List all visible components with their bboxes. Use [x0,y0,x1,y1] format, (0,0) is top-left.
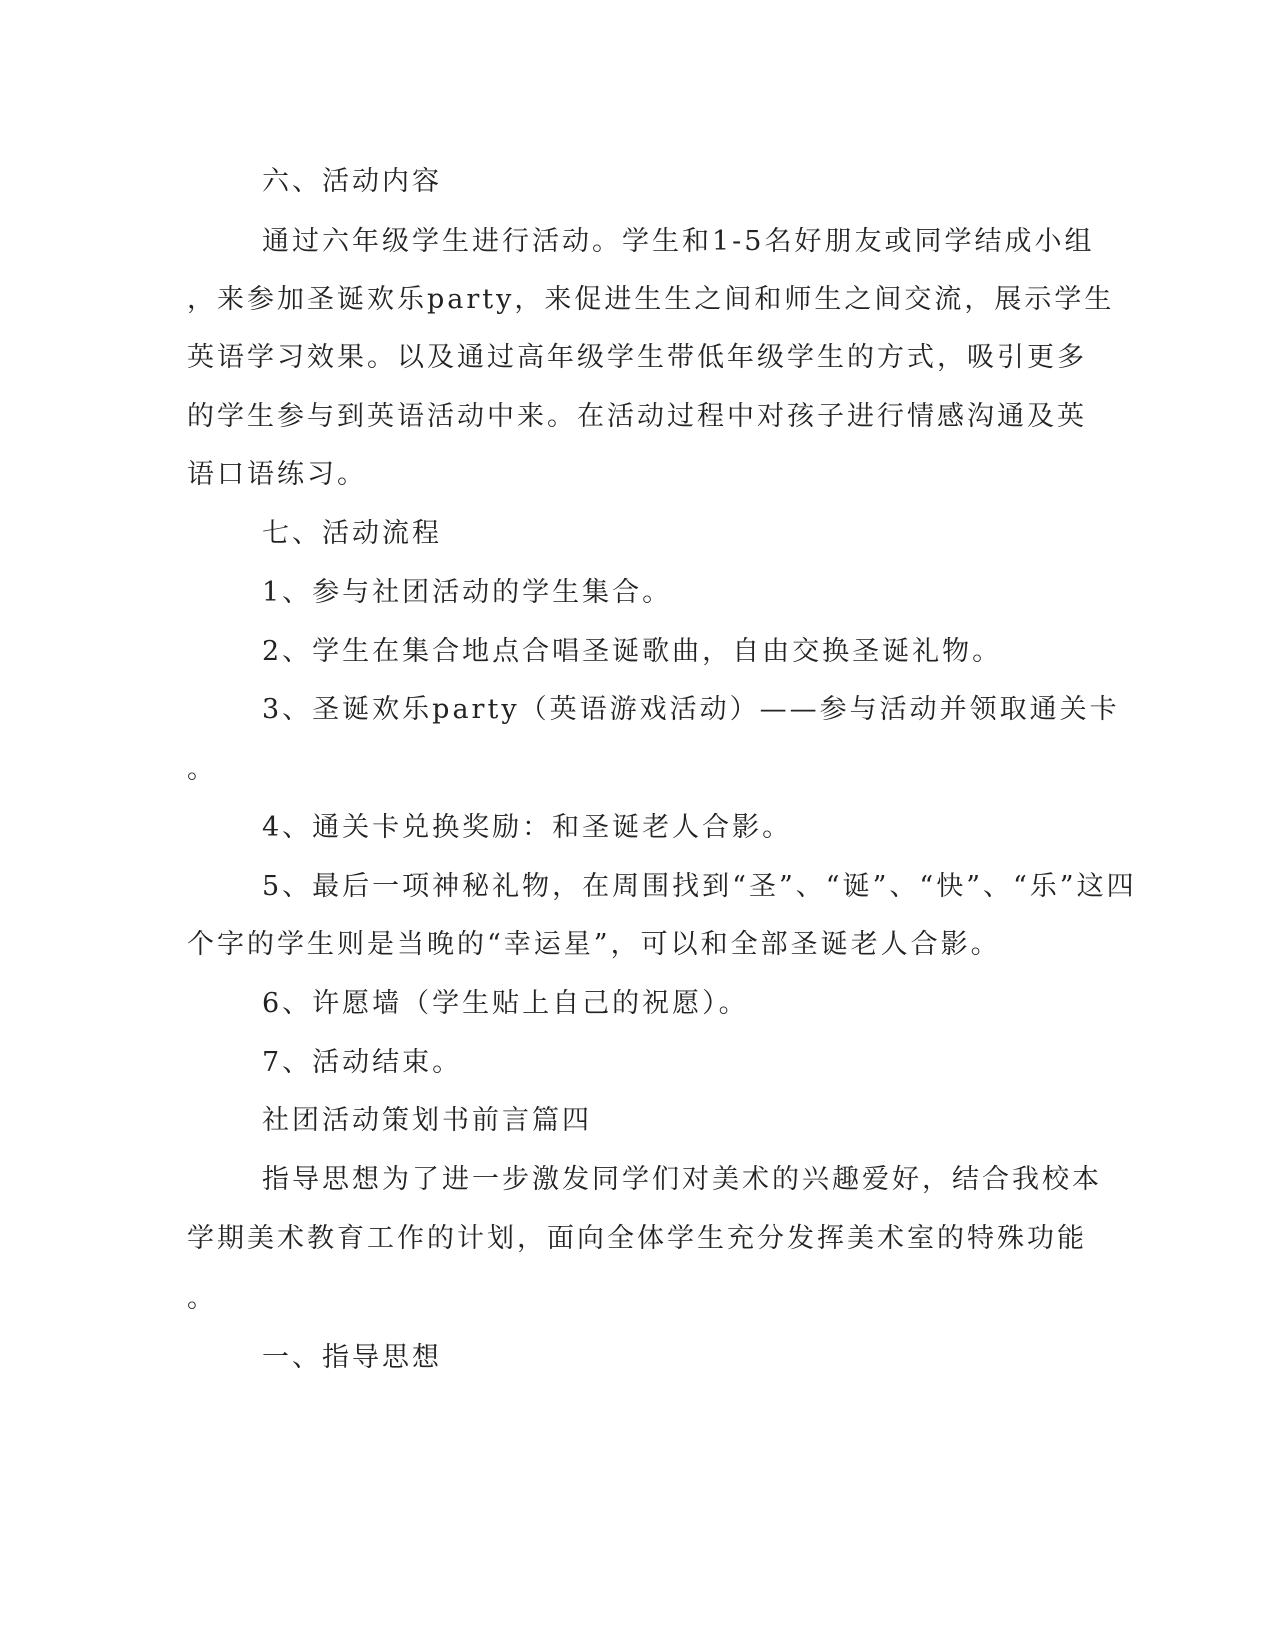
paragraph-line: 。 [187,1283,217,1314]
list-item-continuation: 个字的学生则是当晚的“幸运星”，可以和全部圣诞老人合影。 [187,929,1001,960]
paragraph-line: 语口语练习。 [187,459,367,490]
list-item: 6、许愿墙（学生贴上自己的祝愿）。 [262,988,749,1019]
paragraph-line: 指导思想为了进一步激发同学们对美术的兴趣爱好，结合我校本 [262,1164,1102,1195]
paragraph-line: 的学生参与到英语活动中来。在活动过程中对孩子进行情感沟通及英 [187,401,1087,432]
paragraph-line: ，来参加圣诞欢乐party，来促进生生之间和师生之间交流，展示学生 [187,284,1115,315]
list-item: 7、活动结束。 [262,1047,463,1078]
list-item: 1、参与社团活动的学生集合。 [262,577,673,608]
list-item-continuation: 。 [187,754,217,785]
list-item: 2、学生在集合地点合唱圣诞歌曲，自由交换圣诞礼物。 [262,636,1003,667]
paragraph-line: 学期美术教育工作的计划，面向全体学生充分发挥美术室的特殊功能 [187,1223,1087,1254]
section-heading-activity-content: 六、活动内容 [262,166,442,197]
section-heading-guiding-thought: 一、指导思想 [262,1342,442,1373]
list-item: 4、通关卡兑换奖励：和圣诞老人合影。 [262,812,793,843]
list-item: 5、最后一项神秘礼物，在周围找到“圣”、“诞”、“快”、“乐”这四 [262,871,1137,902]
chapter-title: 社团活动策划书前言篇四 [262,1105,592,1136]
section-heading-activity-flow: 七、活动流程 [262,518,442,549]
paragraph-line: 通过六年级学生进行活动。学生和1-5名好朋友或同学结成小组 [262,226,1095,257]
list-item: 3、圣诞欢乐party（英语游戏活动）——参与活动并领取通关卡 [262,694,1120,725]
paragraph-line: 英语学习效果。以及通过高年级学生带低年级学生的方式，吸引更多 [187,342,1087,373]
